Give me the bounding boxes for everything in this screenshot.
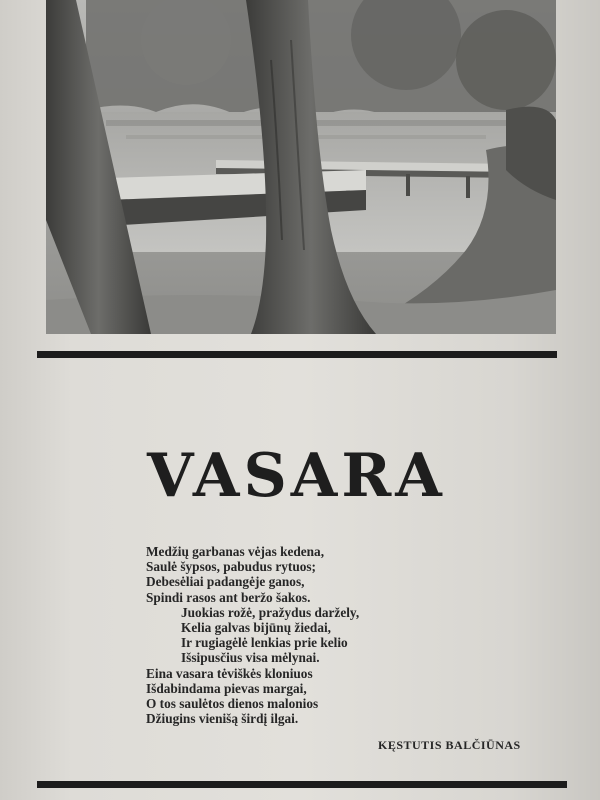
poem-line: Kelia galvas bijūnų žiedai, bbox=[181, 619, 331, 635]
poem-line: Džiugins vienišą širdį ilgai. bbox=[146, 711, 299, 727]
bottom-divider-rule bbox=[37, 781, 567, 788]
poem-line: Medžių garbanas vėjas kedena, bbox=[146, 544, 325, 559]
poem-line: Išdabindama pievas margai, bbox=[146, 680, 307, 696]
poem-line: O tos saulėtos dienos malonios bbox=[146, 695, 319, 711]
poem-body bbox=[146, 544, 466, 726]
poem-line: Išsipusčius visa mėlynai. bbox=[181, 650, 320, 666]
lake-photo-image bbox=[46, 0, 556, 334]
poem-line: Eina vasara tėviškės kloniuos bbox=[146, 665, 313, 681]
poem-line: Spindi rasos ant beržo šakos. bbox=[146, 589, 311, 605]
poem-title: VASARA bbox=[147, 441, 446, 511]
lake-photo bbox=[46, 0, 556, 334]
poem-author: KĘSTUTIS BALČIŪNAS bbox=[378, 738, 521, 752]
poem-line: Saulė šypsos, pabudus rytuos; bbox=[146, 559, 316, 575]
poem-line: Juokias rožė, pražydus daržely, bbox=[181, 604, 360, 620]
poem-line: Debesėliai padangėje ganos, bbox=[146, 574, 305, 590]
poem-line: Ir rugiagėlė lenkias prie kelio bbox=[181, 635, 348, 651]
top-divider-rule bbox=[37, 351, 557, 358]
